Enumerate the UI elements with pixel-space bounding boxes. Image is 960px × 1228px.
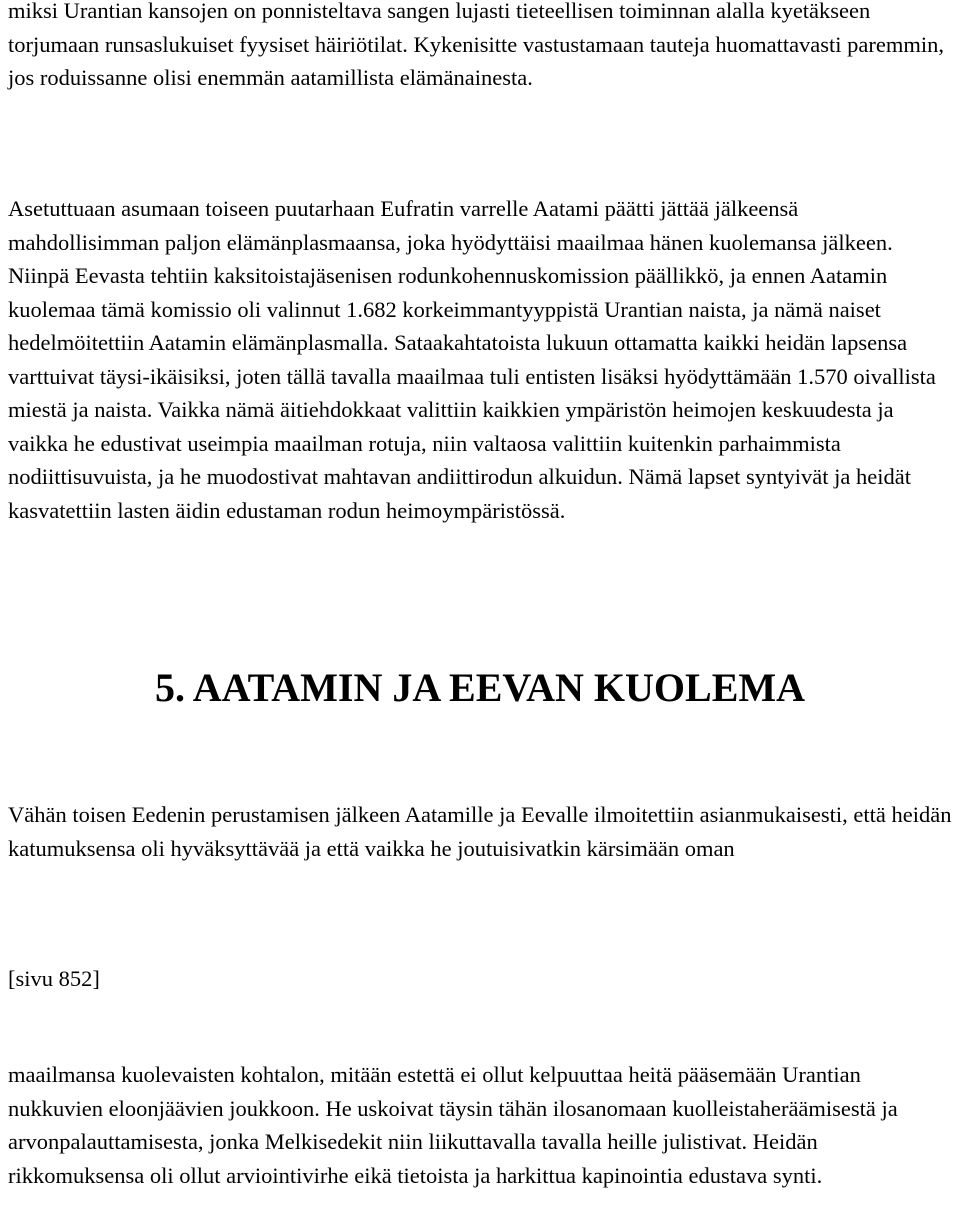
paragraph-mortal-destiny: maailmansa kuolevaisten kohtalon, mitään estettä ei ollut kelpuuttaa heitä pääsemään Urantian nukkuvien eloonjäävien joukkoon. He uskoivat täysin tähän ilosanomaan kuolleistaheräämisestä ja arvonpalauttamisesta, jonka Melkisedekit niin liikuttavalla tavalla heille julistivat. Heidän rikkomuksensa oli ollut arviointivirhe eikä tietoista ja harkittua kapinointia edustava synti. [8, 1062, 898, 1188]
section-heading: 5. AATAMIN JA EEVAN KUOLEMA [154, 665, 806, 710]
paragraph-adam-life-plasm: Asetuttuaan asumaan toiseen puutarhaan Eufratin varrelle Aatami päätti jättää jälkeensä mahdollisimman paljon elämänplasmaansa, joka hyödyttäisi maailmaa hänen kuolemansa jälkeen. Niinpä Eevasta tehtiin kaksitoistajäsenisen rodunkohennuskomission päällikkö, ja ennen Aatamin kuolemaa tämä komissio oli valinnut 1.682 korkeimmantyyppistä Urantian naista, ja nämä naiset hedelmöitettiin Aatamin elämänplasmalla. Sataakahtatoista lukuun ottamatta kaikki heidän lapsensa varttuivat täysi-ikäisiksi, joten tällä tavalla maailmaa tuli entisten lisäksi hyödyttämään 1.570 oivallista miestä ja naista. Vaikka nämä äitiehdokkaat valittiin kaikkien ympäristön heimojen keskuudesta ja vaikka he edustivat useimpia maailman rotuja, niin valtaosa valittiin kuitenkin parhaimmista nodiittisuvuista, ja he muodostivat mahtavan andiittirodun alkuidun. Nämä lapset syntyivät ja heidät kasvatettiin lasten äidin edustaman rodun heimoympäristössä. [8, 196, 936, 523]
page-marker: [sivu 852] [8, 966, 100, 991]
paragraph-second-eden: Vähän toisen Eedenin perustamisen jälkeen Aatamille ja Eevalle ilmoitettiin asianmukaisesti, että heidän katumuksensa oli hyväksyttävää ja että vaikka he joutuisivatkin kärsimään oman [8, 802, 952, 861]
paragraph-intro: miksi Urantian kansojen on ponnisteltava sangen lujasti tieteellisen toiminnan alalla kyetäkseen torjumaan runsaslukuiset fyysiset häiriötilat. Kykenisitte vastustamaan tauteja huomattavasti paremmin, jos roduissanne olisi enemmän aatamillista elämänainesta. [8, 0, 945, 90]
